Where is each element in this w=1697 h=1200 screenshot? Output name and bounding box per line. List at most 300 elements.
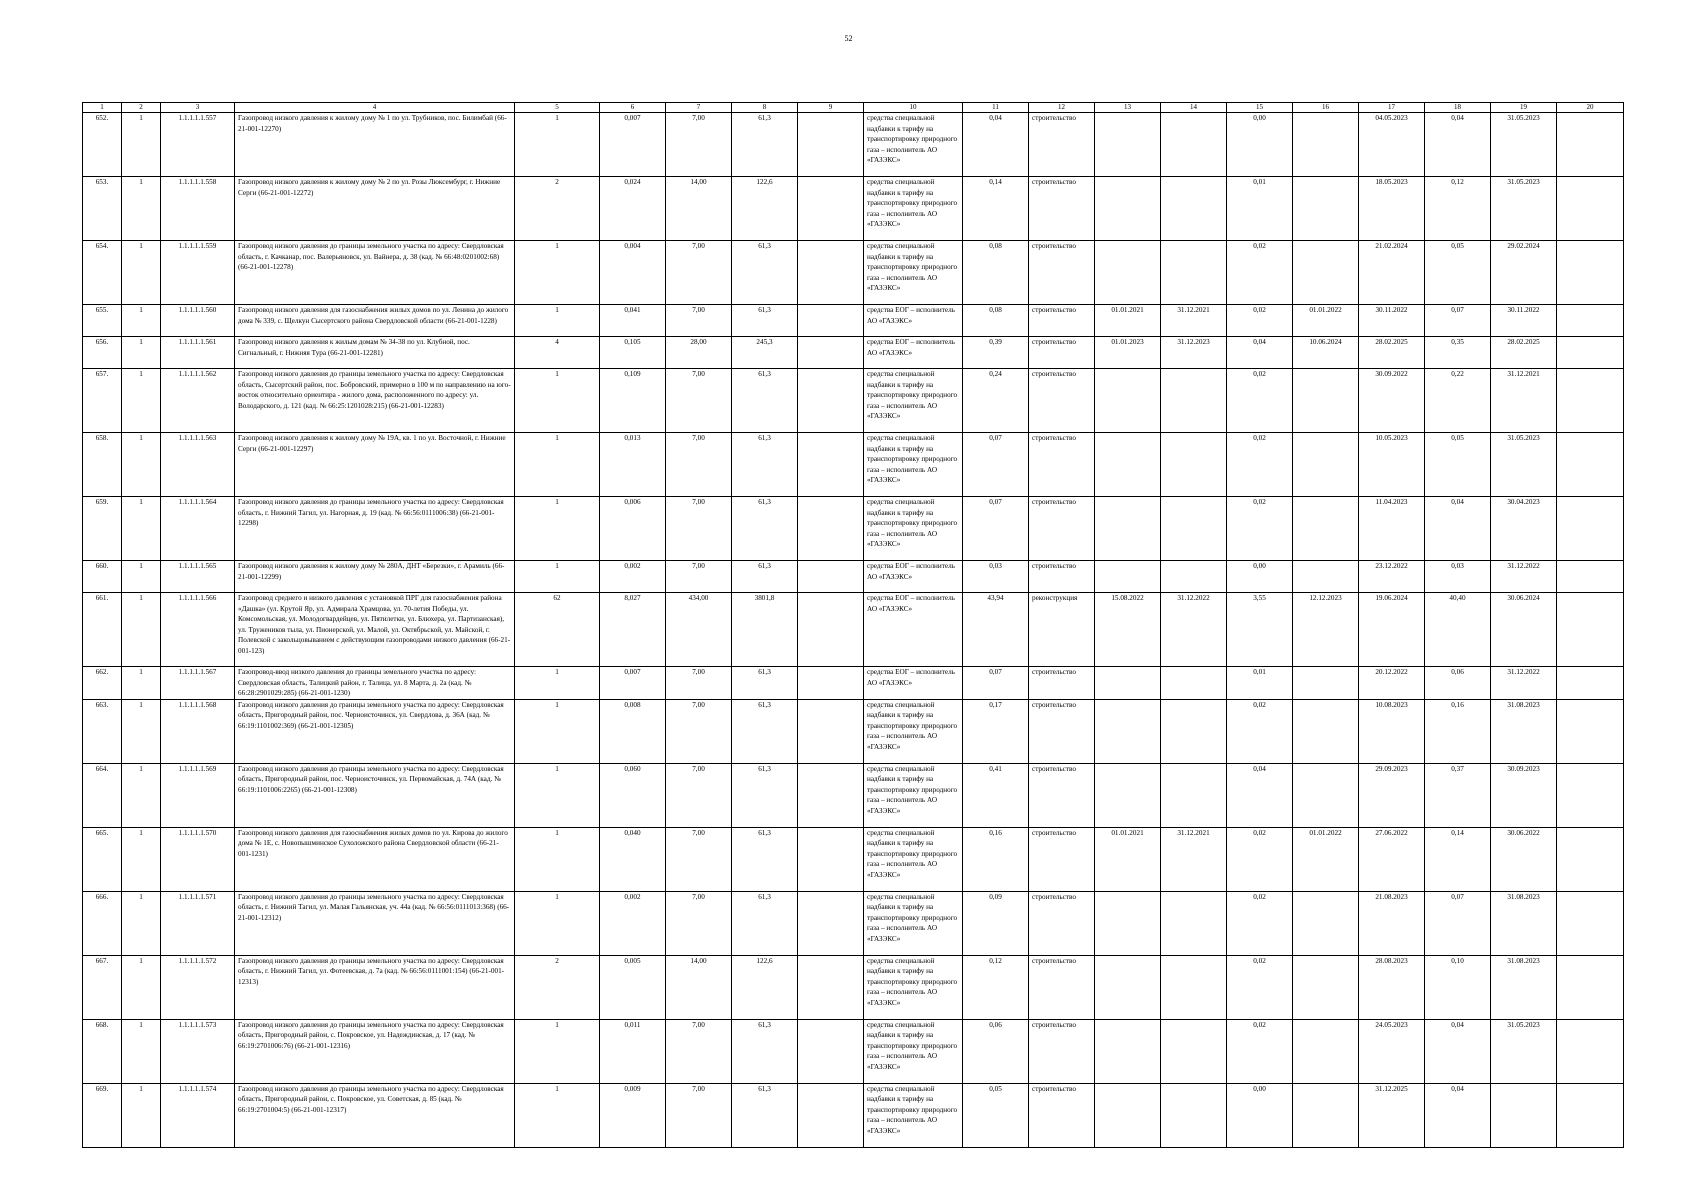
table-row bbox=[83, 177, 1624, 241]
col-20-value bbox=[1557, 891, 1624, 955]
col-2-value: 1 bbox=[122, 955, 161, 1019]
col-19-date: 31.05.2023 bbox=[1491, 177, 1557, 241]
col-20-value bbox=[1557, 305, 1624, 337]
col-18-value: 0,06 bbox=[1425, 667, 1491, 700]
funding-source: средства специальной надбавки к тарифу на транспортировку природного газа – исполнитель АО «ГАЗЭКС» bbox=[864, 699, 963, 763]
end-date: 31.12.2021 bbox=[1161, 305, 1227, 337]
col-20-value bbox=[1557, 667, 1624, 700]
col-9-value bbox=[798, 369, 864, 433]
object-code: 1.1.1.1.1.569 bbox=[161, 763, 235, 827]
col-6-value: 0,007 bbox=[600, 113, 666, 177]
start-date bbox=[1095, 433, 1161, 497]
col-15-value: 0,04 bbox=[1227, 763, 1293, 827]
start-date: 01.01.2021 bbox=[1095, 305, 1161, 337]
col-11-value: 0,09 bbox=[963, 891, 1029, 955]
col-9-value bbox=[798, 113, 864, 177]
object-description: Газопровод низкого давления к жилому дому № 19А, кв. 1 по ул. Восточной, г. Нижние Серги (66-21-001-12297) bbox=[235, 433, 515, 497]
object-code: 1.1.1.1.1.574 bbox=[161, 1083, 235, 1147]
col-17-date: 11.04.2023 bbox=[1359, 497, 1425, 561]
col-9-value bbox=[798, 699, 864, 763]
object-code: 1.1.1.1.1.561 bbox=[161, 337, 235, 369]
table-body bbox=[83, 113, 1624, 1148]
col-17-date: 28.02.2025 bbox=[1359, 337, 1425, 369]
col-18-value: 0,07 bbox=[1425, 305, 1491, 337]
table-row bbox=[83, 827, 1624, 891]
column-header: 11 bbox=[963, 103, 1029, 113]
col-15-value: 0,02 bbox=[1227, 305, 1293, 337]
col-19-date bbox=[1491, 1083, 1557, 1147]
col-20-value bbox=[1557, 433, 1624, 497]
funding-source: средства ЕОГ – исполнитель АО «ГАЗЭКС» bbox=[864, 667, 963, 700]
col-20-value bbox=[1557, 955, 1624, 1019]
col-18-value: 0,04 bbox=[1425, 1019, 1491, 1083]
column-header: 18 bbox=[1425, 103, 1491, 113]
col-6-value: 0,004 bbox=[600, 241, 666, 305]
object-description: Газопровод низкого давления к жилому дому № 280А, ДНТ «Березки», г. Арамиль (66-21-001-12299) bbox=[235, 561, 515, 593]
col-18-value: 0,14 bbox=[1425, 827, 1491, 891]
col-7-value: 434,00 bbox=[666, 593, 732, 667]
start-date bbox=[1095, 667, 1161, 700]
col-6-value: 0,041 bbox=[600, 305, 666, 337]
col-18-value: 0,05 bbox=[1425, 241, 1491, 305]
col-7-value: 7,00 bbox=[666, 1019, 732, 1083]
end-date: 31.12.2022 bbox=[1161, 593, 1227, 667]
funding-source: средства специальной надбавки к тарифу на транспортировку природного газа – исполнитель АО «ГАЗЭКС» bbox=[864, 113, 963, 177]
col-17-date: 24.05.2023 bbox=[1359, 1019, 1425, 1083]
end-date bbox=[1161, 497, 1227, 561]
table-row bbox=[83, 497, 1624, 561]
start-date bbox=[1095, 1019, 1161, 1083]
column-header: 2 bbox=[122, 103, 161, 113]
object-code: 1.1.1.1.1.566 bbox=[161, 593, 235, 667]
table-row bbox=[83, 241, 1624, 305]
col-9-value bbox=[798, 177, 864, 241]
column-header: 9 bbox=[798, 103, 864, 113]
col-16-date bbox=[1293, 763, 1359, 827]
col-2-value: 1 bbox=[122, 305, 161, 337]
col-16-date bbox=[1293, 1083, 1359, 1147]
end-date bbox=[1161, 561, 1227, 593]
col-19-date: 30.04.2023 bbox=[1491, 497, 1557, 561]
col-16-date: 10.06.2024 bbox=[1293, 337, 1359, 369]
table-row bbox=[83, 667, 1624, 700]
col-9-value bbox=[798, 1083, 864, 1147]
col-16-date bbox=[1293, 1019, 1359, 1083]
col-8-value: 61,3 bbox=[732, 763, 798, 827]
work-type: строительство bbox=[1029, 497, 1095, 561]
row-number: 656. bbox=[83, 337, 122, 369]
row-number: 669. bbox=[83, 1083, 122, 1147]
start-date bbox=[1095, 369, 1161, 433]
col-20-value bbox=[1557, 1083, 1624, 1147]
object-description: Газопровод низкого давления до границы земельного участка по адресу: Свердловская область, г. Нижний Тагил, ул. Малая Гальянская, уч. 44а (кад. № 66:56:0111013:368) (66-21-001-12312) bbox=[235, 891, 515, 955]
col-5-value: 1 bbox=[515, 561, 600, 593]
col-19-date: 30.09.2023 bbox=[1491, 763, 1557, 827]
column-header: 17 bbox=[1359, 103, 1425, 113]
end-date bbox=[1161, 955, 1227, 1019]
col-6-value: 0,002 bbox=[600, 891, 666, 955]
col-20-value bbox=[1557, 593, 1624, 667]
col-8-value: 122,6 bbox=[732, 177, 798, 241]
col-7-value: 14,00 bbox=[666, 955, 732, 1019]
col-16-date bbox=[1293, 113, 1359, 177]
funding-source: средства специальной надбавки к тарифу на транспортировку природного газа – исполнитель АО «ГАЗЭКС» bbox=[864, 433, 963, 497]
col-11-value: 0,05 bbox=[963, 1083, 1029, 1147]
registry-table bbox=[82, 102, 1624, 1148]
col-17-date: 21.02.2024 bbox=[1359, 241, 1425, 305]
column-header: 15 bbox=[1227, 103, 1293, 113]
work-type: строительство bbox=[1029, 177, 1095, 241]
work-type: строительство bbox=[1029, 827, 1095, 891]
column-header: 5 bbox=[515, 103, 600, 113]
col-20-value bbox=[1557, 337, 1624, 369]
col-17-date: 04.05.2023 bbox=[1359, 113, 1425, 177]
col-11-value: 0,12 bbox=[963, 955, 1029, 1019]
row-number: 665. bbox=[83, 827, 122, 891]
col-9-value bbox=[798, 1019, 864, 1083]
col-2-value: 1 bbox=[122, 241, 161, 305]
col-2-value: 1 bbox=[122, 337, 161, 369]
funding-source: средства специальной надбавки к тарифу на транспортировку природного газа – исполнитель АО «ГАЗЭКС» bbox=[864, 827, 963, 891]
col-7-value: 14,00 bbox=[666, 177, 732, 241]
column-header: 1 bbox=[83, 103, 122, 113]
object-code: 1.1.1.1.1.567 bbox=[161, 667, 235, 700]
col-9-value bbox=[798, 827, 864, 891]
page-number: 52 bbox=[844, 34, 853, 43]
column-header: 3 bbox=[161, 103, 235, 113]
col-5-value: 1 bbox=[515, 667, 600, 700]
col-5-value: 62 bbox=[515, 593, 600, 667]
row-number: 660. bbox=[83, 561, 122, 593]
col-17-date: 19.06.2024 bbox=[1359, 593, 1425, 667]
object-description: Газопровод низкого давления до границы земельного участка по адресу: Свердловская область, Пригородный район, пос. Черноисточинск, ул. Свердлова, д. 36А (кад. № 66:19:1101002:369) (66-21-001-12305) bbox=[235, 699, 515, 763]
col-7-value: 7,00 bbox=[666, 305, 732, 337]
col-18-value: 0,37 bbox=[1425, 763, 1491, 827]
col-2-value: 1 bbox=[122, 763, 161, 827]
col-6-value: 8,027 bbox=[600, 593, 666, 667]
table-row bbox=[83, 1083, 1624, 1147]
col-19-date: 30.06.2024 bbox=[1491, 593, 1557, 667]
col-17-date: 20.12.2022 bbox=[1359, 667, 1425, 700]
row-number: 663. bbox=[83, 699, 122, 763]
col-20-value bbox=[1557, 1019, 1624, 1083]
funding-source: средства ЕОГ – исполнитель АО «ГАЗЭКС» bbox=[864, 337, 963, 369]
object-code: 1.1.1.1.1.572 bbox=[161, 955, 235, 1019]
row-number: 662. bbox=[83, 667, 122, 700]
row-number: 668. bbox=[83, 1019, 122, 1083]
col-16-date: 12.12.2023 bbox=[1293, 593, 1359, 667]
work-type: строительство bbox=[1029, 369, 1095, 433]
col-9-value bbox=[798, 561, 864, 593]
col-8-value: 122,6 bbox=[732, 955, 798, 1019]
col-2-value: 1 bbox=[122, 369, 161, 433]
end-date bbox=[1161, 891, 1227, 955]
col-18-value: 0,04 bbox=[1425, 497, 1491, 561]
work-type: строительство bbox=[1029, 241, 1095, 305]
column-header: 16 bbox=[1293, 103, 1359, 113]
col-19-date: 31.08.2023 bbox=[1491, 955, 1557, 1019]
col-18-value: 0,22 bbox=[1425, 369, 1491, 433]
table-row bbox=[83, 305, 1624, 337]
start-date bbox=[1095, 497, 1161, 561]
col-19-date: 29.02.2024 bbox=[1491, 241, 1557, 305]
col-20-value bbox=[1557, 369, 1624, 433]
row-number: 667. bbox=[83, 955, 122, 1019]
col-7-value: 7,00 bbox=[666, 497, 732, 561]
start-date: 01.01.2023 bbox=[1095, 337, 1161, 369]
work-type: строительство bbox=[1029, 699, 1095, 763]
start-date bbox=[1095, 763, 1161, 827]
col-18-value: 0,10 bbox=[1425, 955, 1491, 1019]
col-19-date: 31.05.2023 bbox=[1491, 433, 1557, 497]
work-type: строительство bbox=[1029, 667, 1095, 700]
work-type: реконструкция bbox=[1029, 593, 1095, 667]
work-type: строительство bbox=[1029, 561, 1095, 593]
col-2-value: 1 bbox=[122, 1083, 161, 1147]
col-11-value: 43,94 bbox=[963, 593, 1029, 667]
funding-source: средства ЕОГ – исполнитель АО «ГАЗЭКС» bbox=[864, 593, 963, 667]
col-9-value bbox=[798, 433, 864, 497]
work-type: строительство bbox=[1029, 433, 1095, 497]
object-description: Газопровод низкого давления до границы земельного участка по адресу: Свердловская область, г. Нижний Тагил, ул. Нагорная, д. 19 (кад. № 66:56:0111006:38) (66-21-001-12298) bbox=[235, 497, 515, 561]
col-11-value: 0,41 bbox=[963, 763, 1029, 827]
column-header: 10 bbox=[864, 103, 963, 113]
funding-source: средства ЕОГ – исполнитель АО «ГАЗЭКС» bbox=[864, 561, 963, 593]
col-17-date: 10.05.2023 bbox=[1359, 433, 1425, 497]
col-17-date: 21.08.2023 bbox=[1359, 891, 1425, 955]
col-7-value: 7,00 bbox=[666, 667, 732, 700]
col-9-value bbox=[798, 497, 864, 561]
start-date bbox=[1095, 561, 1161, 593]
funding-source: средства ЕОГ – исполнитель АО «ГАЗЭКС» bbox=[864, 305, 963, 337]
work-type: строительство bbox=[1029, 955, 1095, 1019]
table-row bbox=[83, 891, 1624, 955]
table-row bbox=[83, 433, 1624, 497]
start-date bbox=[1095, 177, 1161, 241]
col-20-value bbox=[1557, 177, 1624, 241]
col-17-date: 30.09.2022 bbox=[1359, 369, 1425, 433]
col-8-value: 61,3 bbox=[732, 827, 798, 891]
column-header: 7 bbox=[666, 103, 732, 113]
col-19-date: 30.06.2022 bbox=[1491, 827, 1557, 891]
funding-source: средства специальной надбавки к тарифу на транспортировку природного газа – исполнитель АО «ГАЗЭКС» bbox=[864, 241, 963, 305]
col-16-date bbox=[1293, 699, 1359, 763]
col-15-value: 0,00 bbox=[1227, 1083, 1293, 1147]
table-row bbox=[83, 699, 1624, 763]
col-15-value: 0,04 bbox=[1227, 337, 1293, 369]
funding-source: средства специальной надбавки к тарифу на транспортировку природного газа – исполнитель АО «ГАЗЭКС» bbox=[864, 891, 963, 955]
col-19-date: 31.08.2023 bbox=[1491, 699, 1557, 763]
column-number-row bbox=[83, 103, 1624, 113]
col-17-date: 10.08.2023 bbox=[1359, 699, 1425, 763]
col-11-value: 0,17 bbox=[963, 699, 1029, 763]
col-11-value: 0,07 bbox=[963, 497, 1029, 561]
col-17-date: 18.05.2023 bbox=[1359, 177, 1425, 241]
col-15-value: 0,02 bbox=[1227, 891, 1293, 955]
col-18-value: 0,04 bbox=[1425, 113, 1491, 177]
start-date: 01.01.2021 bbox=[1095, 827, 1161, 891]
col-20-value bbox=[1557, 113, 1624, 177]
work-type: строительство bbox=[1029, 763, 1095, 827]
funding-source: средства специальной надбавки к тарифу на транспортировку природного газа – исполнитель АО «ГАЗЭКС» bbox=[864, 369, 963, 433]
col-11-value: 0,04 bbox=[963, 113, 1029, 177]
col-6-value: 0,008 bbox=[600, 699, 666, 763]
object-code: 1.1.1.1.1.557 bbox=[161, 113, 235, 177]
col-5-value: 1 bbox=[515, 827, 600, 891]
object-code: 1.1.1.1.1.573 bbox=[161, 1019, 235, 1083]
col-9-value bbox=[798, 593, 864, 667]
column-header: 4 bbox=[235, 103, 515, 113]
object-code: 1.1.1.1.1.564 bbox=[161, 497, 235, 561]
col-7-value: 7,00 bbox=[666, 369, 732, 433]
col-5-value: 1 bbox=[515, 497, 600, 561]
object-description: Газопровод низкого давления для газоснабжения жилых домов по ул. Кирова до жилого дома № 1Е, с. Новопышминское Сухоложского района Свердловской области (66-21-001-1231) bbox=[235, 827, 515, 891]
col-20-value bbox=[1557, 699, 1624, 763]
col-2-value: 1 bbox=[122, 1019, 161, 1083]
row-number: 654. bbox=[83, 241, 122, 305]
col-20-value bbox=[1557, 241, 1624, 305]
col-8-value: 245,3 bbox=[732, 337, 798, 369]
row-number: 655. bbox=[83, 305, 122, 337]
col-20-value bbox=[1557, 763, 1624, 827]
row-number: 661. bbox=[83, 593, 122, 667]
col-7-value: 7,00 bbox=[666, 827, 732, 891]
col-6-value: 0,007 bbox=[600, 667, 666, 700]
start-date bbox=[1095, 113, 1161, 177]
object-code: 1.1.1.1.1.565 bbox=[161, 561, 235, 593]
table-row bbox=[83, 593, 1624, 667]
col-18-value: 0,04 bbox=[1425, 1083, 1491, 1147]
col-8-value: 61,3 bbox=[732, 891, 798, 955]
col-15-value: 0,01 bbox=[1227, 667, 1293, 700]
col-2-value: 1 bbox=[122, 891, 161, 955]
object-code: 1.1.1.1.1.560 bbox=[161, 305, 235, 337]
col-15-value: 0,02 bbox=[1227, 699, 1293, 763]
funding-source: средства специальной надбавки к тарифу на транспортировку природного газа – исполнитель АО «ГАЗЭКС» bbox=[864, 955, 963, 1019]
col-17-date: 30.11.2022 bbox=[1359, 305, 1425, 337]
col-15-value: 0,02 bbox=[1227, 955, 1293, 1019]
funding-source: средства специальной надбавки к тарифу на транспортировку природного газа – исполнитель АО «ГАЗЭКС» bbox=[864, 1083, 963, 1147]
row-number: 657. bbox=[83, 369, 122, 433]
col-11-value: 0,06 bbox=[963, 1019, 1029, 1083]
end-date bbox=[1161, 699, 1227, 763]
start-date bbox=[1095, 955, 1161, 1019]
end-date bbox=[1161, 763, 1227, 827]
row-number: 664. bbox=[83, 763, 122, 827]
object-code: 1.1.1.1.1.558 bbox=[161, 177, 235, 241]
table-row bbox=[83, 1019, 1624, 1083]
col-19-date: 31.12.2022 bbox=[1491, 561, 1557, 593]
col-8-value: 61,3 bbox=[732, 497, 798, 561]
col-7-value: 7,00 bbox=[666, 891, 732, 955]
col-8-value: 3801,8 bbox=[732, 593, 798, 667]
col-15-value: 0,02 bbox=[1227, 369, 1293, 433]
col-15-value: 0,00 bbox=[1227, 561, 1293, 593]
col-8-value: 61,3 bbox=[732, 1083, 798, 1147]
col-5-value: 1 bbox=[515, 1083, 600, 1147]
col-16-date: 01.01.2022 bbox=[1293, 827, 1359, 891]
object-description: Газопровод низкого давления к жилым домам № 34-38 по ул. Клубной, пос. Сигнальный, г. Нижняя Тура (66-21-001-12281) bbox=[235, 337, 515, 369]
funding-source: средства специальной надбавки к тарифу на транспортировку природного газа – исполнитель АО «ГАЗЭКС» bbox=[864, 497, 963, 561]
col-5-value: 1 bbox=[515, 241, 600, 305]
col-15-value: 0,02 bbox=[1227, 497, 1293, 561]
col-2-value: 1 bbox=[122, 177, 161, 241]
col-8-value: 61,3 bbox=[732, 433, 798, 497]
col-11-value: 0,07 bbox=[963, 433, 1029, 497]
row-number: 653. bbox=[83, 177, 122, 241]
funding-source: средства специальной надбавки к тарифу на транспортировку природного газа – исполнитель АО «ГАЗЭКС» bbox=[864, 1019, 963, 1083]
col-11-value: 0,08 bbox=[963, 241, 1029, 305]
table-row bbox=[83, 763, 1624, 827]
end-date bbox=[1161, 667, 1227, 700]
col-16-date bbox=[1293, 177, 1359, 241]
object-code: 1.1.1.1.1.571 bbox=[161, 891, 235, 955]
col-8-value: 61,3 bbox=[732, 113, 798, 177]
col-15-value: 3,55 bbox=[1227, 593, 1293, 667]
col-5-value: 1 bbox=[515, 1019, 600, 1083]
object-description: Газопровод-ввод низкого давления до границы земельного участка по адресу: Свердловская область, Талицкий район, г. Талица, ул. 8 Марта, д. 2а (кад. № 66:28:2901029:285) (66-21-001-1230) bbox=[235, 667, 515, 700]
col-5-value: 1 bbox=[515, 891, 600, 955]
column-header: 8 bbox=[732, 103, 798, 113]
funding-source: средства специальной надбавки к тарифу на транспортировку природного газа – исполнитель АО «ГАЗЭКС» bbox=[864, 763, 963, 827]
col-16-date bbox=[1293, 955, 1359, 1019]
work-type: строительство bbox=[1029, 305, 1095, 337]
object-description: Газопровод среднего и низкого давления с установкой ПРГ для газоснабжения района «Дашка» (ул. Крутой Яр, ул. Адмирала Храмцова, ул. 70-летия Победы, ул. Комсомольская, ул. Молодогвардейцев, ул. Пятилетки, ул. Блюхера, ул. Партизанская), ул. Тружеников тыла, ул. Пионерской, ул. Малой, ул. Октябрьской, ул. Майской, г. Полевской с закольцовыванием с действующим газопроводами низкого давления (66-21-001-123) bbox=[235, 593, 515, 667]
col-19-date: 30.11.2022 bbox=[1491, 305, 1557, 337]
col-18-value: 0,05 bbox=[1425, 433, 1491, 497]
col-11-value: 0,14 bbox=[963, 177, 1029, 241]
col-5-value: 1 bbox=[515, 113, 600, 177]
col-6-value: 0,024 bbox=[600, 177, 666, 241]
column-header: 12 bbox=[1029, 103, 1095, 113]
col-7-value: 28,00 bbox=[666, 337, 732, 369]
col-15-value: 0,02 bbox=[1227, 241, 1293, 305]
table-row bbox=[83, 369, 1624, 433]
col-5-value: 1 bbox=[515, 763, 600, 827]
row-number: 659. bbox=[83, 497, 122, 561]
col-15-value: 0,00 bbox=[1227, 113, 1293, 177]
col-2-value: 1 bbox=[122, 667, 161, 700]
row-number: 658. bbox=[83, 433, 122, 497]
start-date bbox=[1095, 891, 1161, 955]
col-7-value: 7,00 bbox=[666, 433, 732, 497]
col-8-value: 61,3 bbox=[732, 305, 798, 337]
col-8-value: 61,3 bbox=[732, 241, 798, 305]
col-7-value: 7,00 bbox=[666, 699, 732, 763]
work-type: строительство bbox=[1029, 113, 1095, 177]
object-description: Газопровод низкого давления до границы земельного участка по адресу: Свердловская область, Пригородный район, с. Покровское, ул. Советская, д. 85 (кад. № 66:19:2701004:5) (66-21-001-12317) bbox=[235, 1083, 515, 1147]
col-20-value bbox=[1557, 827, 1624, 891]
col-2-value: 1 bbox=[122, 827, 161, 891]
object-code: 1.1.1.1.1.562 bbox=[161, 369, 235, 433]
object-code: 1.1.1.1.1.559 bbox=[161, 241, 235, 305]
col-2-value: 1 bbox=[122, 593, 161, 667]
col-8-value: 61,3 bbox=[732, 369, 798, 433]
object-description: Газопровод низкого давления до границы земельного участка по адресу: Свердловская область, г. Нижний Тагил, ул. Фотеевская, д. 7а (кад. № 66:56:0111001:154) (66-21-001-12313) bbox=[235, 955, 515, 1019]
col-9-value bbox=[798, 891, 864, 955]
object-description: Газопровод низкого давления к жилому дому № 1 по ул. Трубников, пос. Билимбай (66-21-001-12270) bbox=[235, 113, 515, 177]
col-18-value: 0,12 bbox=[1425, 177, 1491, 241]
start-date bbox=[1095, 699, 1161, 763]
col-19-date: 31.05.2023 bbox=[1491, 113, 1557, 177]
col-11-value: 0,07 bbox=[963, 667, 1029, 700]
col-19-date: 31.05.2023 bbox=[1491, 1019, 1557, 1083]
col-5-value: 1 bbox=[515, 433, 600, 497]
col-9-value bbox=[798, 667, 864, 700]
col-19-date: 31.12.2022 bbox=[1491, 667, 1557, 700]
col-7-value: 7,00 bbox=[666, 113, 732, 177]
col-6-value: 0,109 bbox=[600, 369, 666, 433]
